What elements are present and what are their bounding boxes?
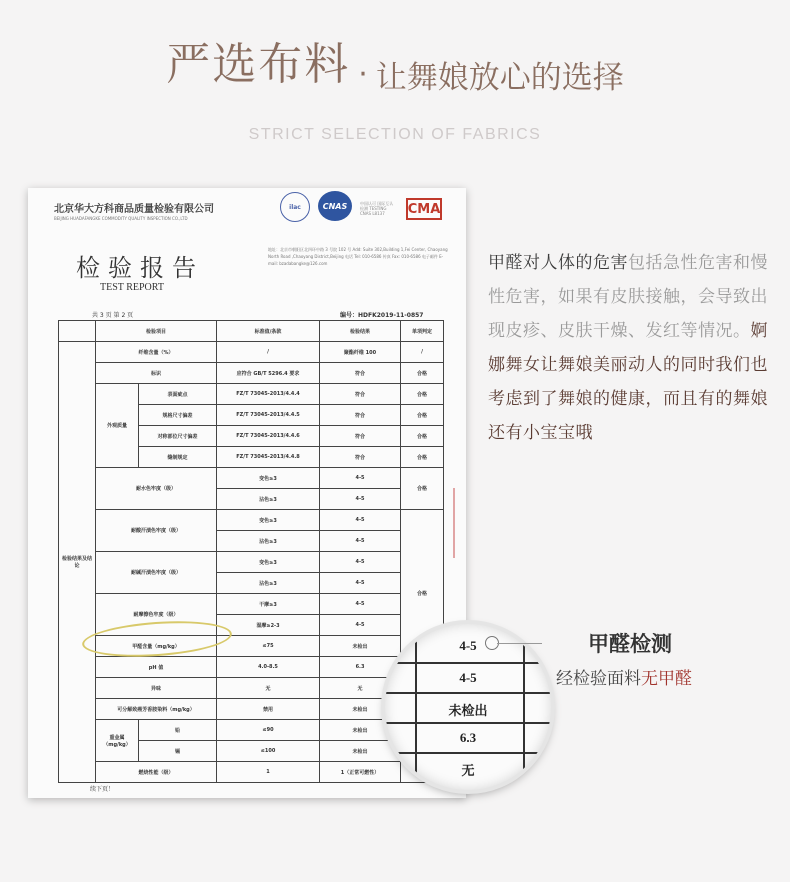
cell-verdict: 合格 (401, 510, 444, 678)
lens-value: 4-5 (459, 670, 477, 685)
cell-item: 表面疵点 (139, 384, 217, 405)
cell-result: 符合 (320, 447, 401, 468)
cell-item: 标识 (96, 363, 217, 384)
table-header-row (59, 321, 444, 342)
lens-row-line (385, 692, 551, 694)
table-row (59, 510, 444, 531)
cell-item: 镉 (139, 741, 217, 762)
cell-item: 对称部位尺寸偏差 (139, 426, 217, 447)
cell-result: 符合 (320, 405, 401, 426)
cell-result: 无 (320, 678, 401, 699)
testing-mark: 中国认可 国际互认 检测 TESTING CNAS L8137 (360, 200, 394, 216)
cell-result: 未检出 (320, 699, 401, 720)
cell-standard: 沾色≥3 (217, 489, 320, 510)
cell-result: 6.3 (320, 657, 401, 678)
cell-result: 1（正常可燃性） (320, 762, 401, 783)
table-row (59, 594, 444, 615)
table-row (59, 342, 444, 363)
cell-result: 聚酯纤维 100 (320, 342, 401, 363)
cell-result: 未检出 (320, 720, 401, 741)
description-text (488, 246, 778, 450)
callout-sub-highlight: 无甲醛 (641, 669, 692, 689)
table-row (59, 552, 444, 573)
title-main: 严选布料 (166, 39, 351, 90)
report-number: 编号：HDFK2019-11-0857 (340, 312, 424, 319)
cell-result: 4-5 (320, 489, 401, 510)
callout-subtitle (556, 664, 692, 689)
cell-item: pH 值 (96, 657, 217, 678)
cell-result: 4-5 (320, 510, 401, 531)
cell-verdict: 合格 (401, 363, 444, 384)
cell-result: 4-5 (320, 573, 401, 594)
cell-standard: 禁用 (217, 699, 320, 720)
cell-item: 纤维含量（%） (96, 342, 217, 363)
cell-item: 燃烧性能（级） (96, 762, 217, 783)
cell-result: 未检出 (320, 636, 401, 657)
table-header: 检验结果 (320, 321, 401, 342)
callout-sub-prefix: 经检验面料 (556, 669, 641, 689)
table-row (59, 384, 444, 405)
cell-item: 异味 (96, 678, 217, 699)
lens-row-line (385, 722, 551, 724)
lens-row-line (385, 662, 551, 664)
report-page-info: 共 3 页 第 2 页 (92, 312, 134, 319)
cell-verdict: / (401, 342, 444, 363)
cell-standard: 4.0-8.5 (217, 657, 320, 678)
cell-standard: / (217, 342, 320, 363)
cell-item: 甲醛含量（mg/kg） (96, 636, 217, 657)
cell-standard: FZ/T 73045-2013/4.4.4 (217, 384, 320, 405)
lens-row-line (385, 752, 551, 754)
lens-value: 4-5 (459, 638, 477, 653)
cell-standard: 无 (217, 678, 320, 699)
cell-result: 符合 (320, 384, 401, 405)
cell-item: 可分解致癌芳香胺染料（mg/kg） (96, 699, 217, 720)
table-header: 单项判定 (401, 321, 444, 342)
group-label: 检验结果及结论 (59, 342, 96, 783)
cell-result: 符合 (320, 363, 401, 384)
cell-standard: 沾色≥3 (217, 531, 320, 552)
cell-standard: ≤90 (217, 720, 320, 741)
appearance-label: 外观质量 (96, 384, 139, 468)
table-header: 标准值/条款 (217, 321, 320, 342)
cell-result: 符合 (320, 426, 401, 447)
table-row (59, 468, 444, 489)
cell-verdict: 合格 (401, 468, 444, 510)
callout-title: 甲醛检测 (588, 632, 672, 656)
cell-standard: FZ/T 73045-2013/4.4.6 (217, 426, 320, 447)
cell-verdict: 合格 (401, 384, 444, 405)
cell-item: 铅 (139, 720, 217, 741)
report-org-name-en: BEIJING HUADAFANGKE COMMODITY QUALITY INSPECTION CO.,LTD (54, 216, 188, 221)
cell-item: 规格尺寸偏差 (139, 405, 217, 426)
cell-item: 缝制规定 (139, 447, 217, 468)
cell-result: 4-5 (320, 615, 401, 636)
report-title: 检验报告 (76, 254, 204, 282)
cell-verdict: 合格 (401, 426, 444, 447)
cell-standard: 干摩≥3 (217, 594, 320, 615)
table-row (59, 363, 444, 384)
cell-standard: FZ/T 73045-2013/4.4.8 (217, 447, 320, 468)
cell-result: 4-5 (320, 468, 401, 489)
description-part2: 包括急性危害和慢性危害，如果有皮肤接触，会导致出现皮疹、皮肤干燥、发红等情况。 (488, 253, 768, 341)
cnas-logo-icon: CNAS (318, 191, 352, 221)
cell-standard: FZ/T 73045-2013/4.4.5 (217, 405, 320, 426)
lens-value: 6.3 (459, 730, 477, 745)
cell-result: 未检出 (320, 741, 401, 762)
cell-result: 4-5 (320, 531, 401, 552)
seal-stamp-icon (453, 488, 469, 558)
cell-item: 耐水色牢度（级） (96, 468, 217, 510)
report-org-name: 北京华大方科商品质量检验有限公司 (54, 204, 214, 215)
report-title-en: TEST REPORT (100, 282, 164, 293)
table-row (59, 657, 444, 678)
cell-result: 4-5 (320, 594, 401, 615)
title-separator: · (358, 57, 368, 92)
cell-result: 4-5 (320, 552, 401, 573)
ilac-logo-icon: ilac (280, 192, 310, 222)
cell-item: 耐摩擦色牢度（级） (96, 594, 217, 636)
cell-standard: ≤75 (217, 636, 320, 657)
cell-standard: 变色≥3 (217, 510, 320, 531)
magnifier-lens (385, 624, 551, 790)
table-corner (59, 321, 96, 342)
cell-standard: 变色≥3 (217, 552, 320, 573)
cell-verdict: 合格 (401, 447, 444, 468)
page-subtitle: STRICT SELECTION OF FABRICS (248, 126, 542, 143)
description-part3: 婀娜舞女让舞娘美丽动人的同时我们也考虑到了舞娘的健康，而且有的舞娘还有小宝宝哦 (488, 321, 768, 443)
page-title (0, 28, 790, 97)
lens-value: 未检出 (448, 703, 488, 718)
cell-standard: 应符合 GB/T 5296.4 要求 (217, 363, 320, 384)
cell-item: 耐碱汗渍色牢度（级） (96, 552, 217, 594)
cell-standard: 变色≥3 (217, 468, 320, 489)
heavy-metal-label: 重金属（mg/kg） (96, 720, 139, 762)
table-header: 检验项目 (96, 321, 217, 342)
cell-verdict: 合格 (401, 405, 444, 426)
report-address: 地址：北京市朝阳区北四环中路 3 号院 102 号 Add: Suite 302,Building 1,Fei Center, Chaoyang North Road ,Chaoyang District,Beijing 电话 Tel: 010-6586 传真 Fax: 010-6586 电子邮件 E-mail: bzadabangke@126.com (268, 247, 448, 266)
description-part1: 甲醛对人体的危害 (488, 253, 628, 273)
continued-note: 续下页！ (90, 786, 115, 793)
cell-standard: 湿摩≥2-3 (217, 615, 320, 636)
cell-item: 耐酸汗渍色牢度（级） (96, 510, 217, 552)
callout-leader-line (497, 643, 542, 644)
title-sub: 让舞娘放心的选择 (375, 60, 624, 96)
cell-standard: ≤100 (217, 741, 320, 762)
cell-standard: 1 (217, 762, 320, 783)
lens-value: 无 (461, 763, 475, 778)
cell-standard: 沾色≥3 (217, 573, 320, 594)
table-row (59, 762, 444, 783)
cma-logo-icon: CMA (406, 198, 442, 220)
